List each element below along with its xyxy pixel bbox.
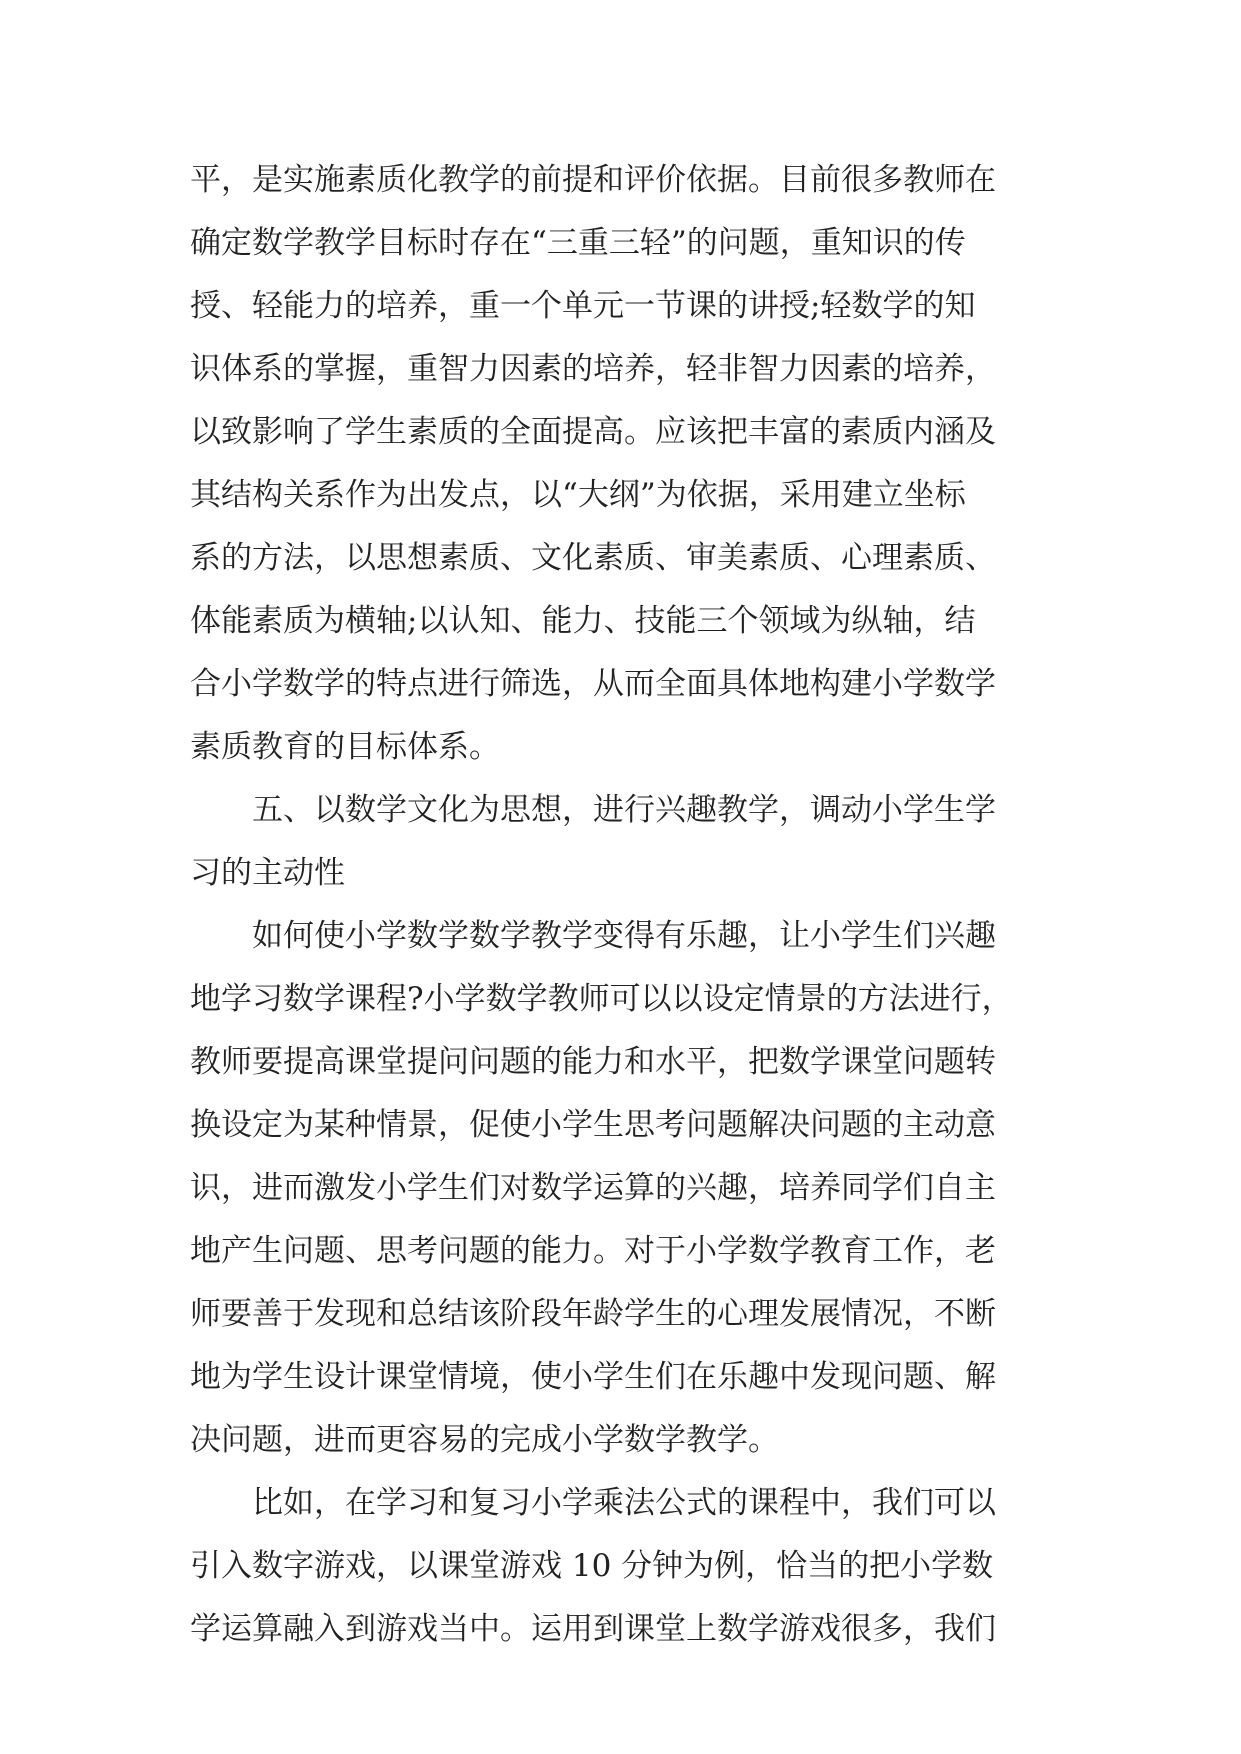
text-line: 确定数学教学目标时存在“三重三轻”的问题，重知识的传 [190,225,966,261]
text-line: 决问题，进而更容易的完成小学数学教学。 [190,1422,779,1458]
text-line: 教师要提高课堂提问问题的能力和水平，把数学课堂问题转 [190,1044,996,1080]
text-line: 系的方法，以思想素质、文化素质、审美素质、心理素质、 [190,540,996,576]
text-line: 授、轻能力的培养，重一个单元一节课的讲授;轻数学的知 [190,288,976,324]
text-line: 比如，在学习和复习小学乘法公式的课程中，我们可以 [252,1485,996,1521]
text-line: 学运算融入到游戏当中。运用到课堂上数学游戏很多，我们 [190,1611,996,1647]
text-line: 师要善于发现和总结该阶段年龄学生的心理发展情况，不断 [190,1296,996,1332]
text-line: 如何使小学数学数学教学变得有乐趣，让小学生们兴趣 [252,918,996,954]
text-line: 平，是实施素质化教学的前提和评价依据。目前很多教师在 [190,162,996,198]
text-line: 地学习数学课程?小学数学教师可以以设定情景的方法进行， [190,981,1013,1017]
text-line: 地产生问题、思考问题的能力。对于小学数学教育工作，老 [190,1233,996,1269]
text-line: 识体系的掌握，重智力因素的培养，轻非智力因素的培养， [190,351,996,387]
text-line: 地为学生设计课堂情境，使小学生们在乐趣中发现问题、解 [190,1359,996,1395]
text-line: 其结构关系作为出发点，以“大纲”为依据，采用建立坐标 [190,477,966,513]
text-line: 素质教育的目标体系。 [190,729,500,765]
text-line: 引入数字游戏，以课堂游戏 10 分钟为例，恰当的把小学数 [190,1548,994,1584]
text-line: 换设定为某种情景，促使小学生思考问题解决问题的主动意 [190,1107,996,1143]
section-heading-line: 五、以数学文化为思想，进行兴趣教学，调动小学生学 [252,792,996,828]
section-heading-line: 习的主动性 [190,855,345,891]
text-line: 合小学数学的特点进行筛选，从而全面具体地构建小学数学 [190,666,996,702]
text-line: 识，进而激发小学生们对数学运算的兴趣，培养同学们自主 [190,1170,996,1206]
text-line: 以致影响了学生素质的全面提高。应该把丰富的素质内涵及 [190,414,996,450]
text-line: 体能素质为横轴;以认知、能力、技能三个领域为纵轴，结 [190,603,976,639]
